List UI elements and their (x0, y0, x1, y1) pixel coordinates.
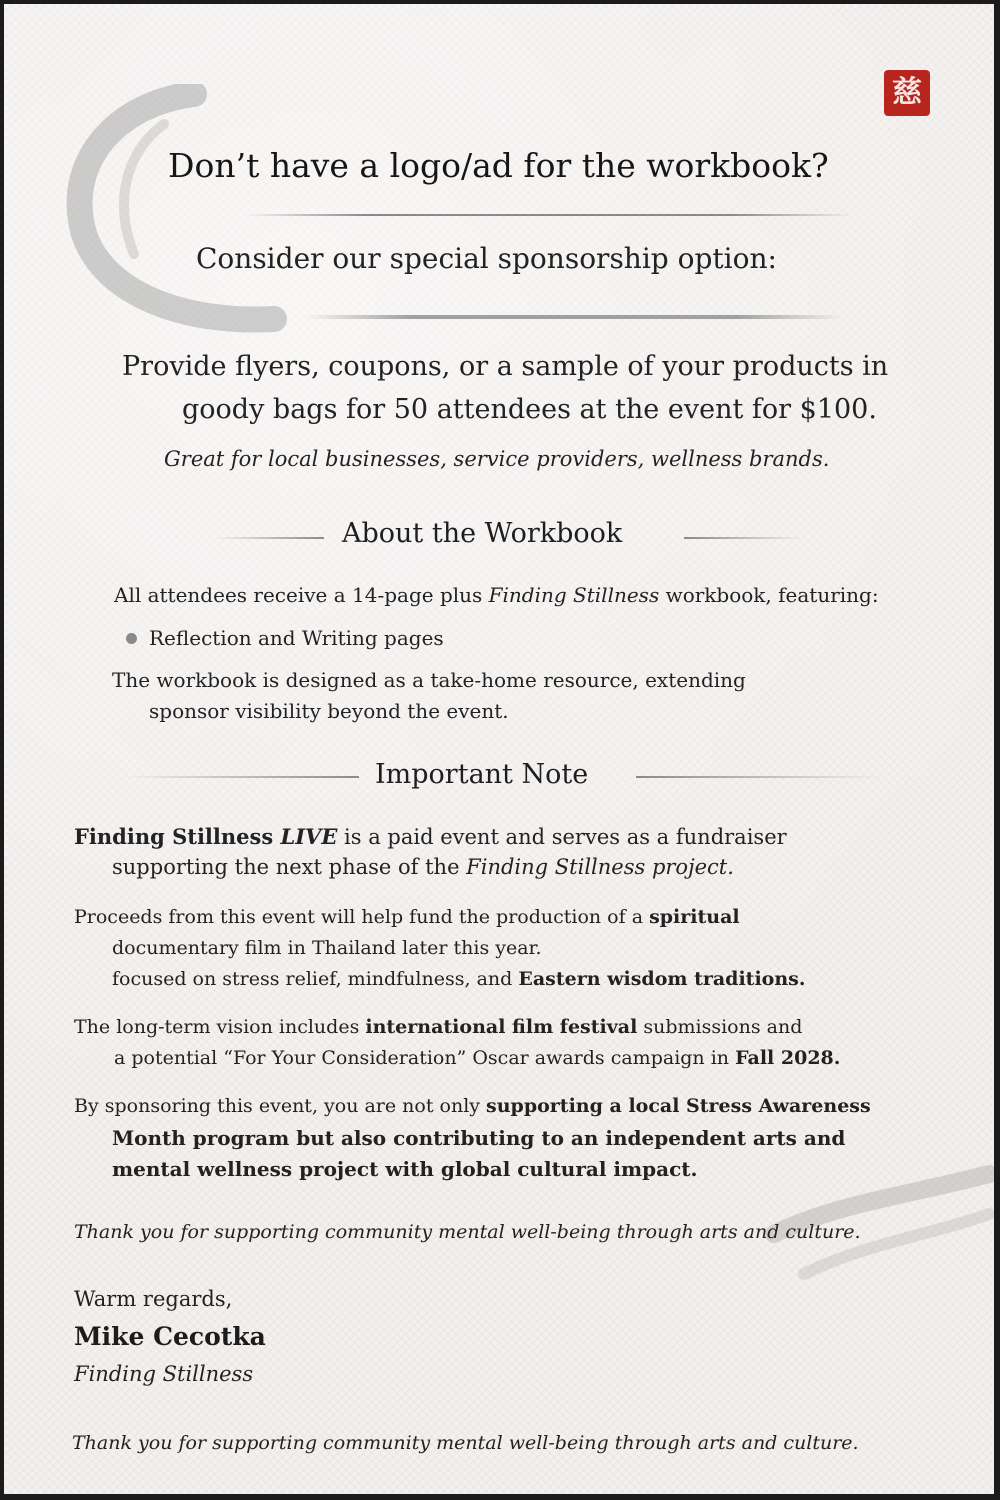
note-p2-line-2: documentary film in Thailand later this year. (112, 937, 542, 959)
note-p4-line-1 (74, 1095, 871, 1117)
workbook-desc-line-1: The workbook is designed as a take-home resource, extending (112, 668, 746, 692)
note-p2-line-1b: spiritual (649, 906, 740, 928)
note-p2-line-1a: Proceeds from this event will help fund the production of a (74, 906, 650, 928)
note-p1-live: LIVE (280, 824, 338, 849)
note-p1-line-2 (112, 855, 734, 879)
note-heading-rule-right (636, 776, 881, 778)
subheadline: Consider our special sponsorship option: (196, 242, 777, 275)
note-p2-line-3a: focused on stress relief, mindfulness, and (112, 968, 519, 990)
offer-line-2: goody bags for 50 attendees at the event for $100. (182, 394, 877, 425)
workbook-intro (114, 583, 879, 607)
signoff-org: Finding Stillness (74, 1362, 254, 1386)
note-p4-line-1a: By sponsoring this event, you are not only (74, 1095, 487, 1117)
headline: Don’t have a logo/ad for the workbook? (168, 146, 829, 185)
workbook-intro-b: workbook, featuring: (659, 583, 879, 607)
workbook-heading-rule-left (214, 537, 324, 539)
note-p3-line-1 (74, 1016, 802, 1038)
thank-you-line-2: Thank you for supporting community mental well-being through arts and culture. (72, 1432, 859, 1454)
note-p4-line-1b: supporting a local Stress Awareness (486, 1095, 871, 1117)
note-p4-line-3: mental wellness project with global cultural impact. (112, 1157, 698, 1181)
note-p1-event-name: Finding Stillness (74, 824, 281, 849)
offer-note: Great for local businesses, service providers, wellness brands. (164, 447, 830, 471)
workbook-heading-rule-right (684, 537, 804, 539)
offer-line-1: Provide flyers, coupons, or a sample of your products in (122, 351, 889, 382)
note-p4-line-2: Month program but also contributing to an independent arts and (112, 1126, 846, 1150)
divider-1 (244, 214, 854, 216)
note-heading: Important Note (375, 759, 589, 790)
note-p3-line-1c: submissions and (637, 1016, 803, 1038)
note-p2-line-3 (112, 968, 805, 990)
workbook-bullet: Reflection and Writing pages (149, 626, 444, 650)
note-p3-line-2a: a potential “For Your Consideration” Oscar awards campaign in (114, 1047, 736, 1069)
signoff-greeting: Warm regards, (74, 1287, 233, 1311)
signoff-name: Mike Cecotka (74, 1322, 266, 1351)
workbook-heading: About the Workbook (342, 518, 623, 549)
note-heading-rule-left (124, 776, 359, 778)
divider-2 (304, 315, 844, 319)
note-p2-line-1 (74, 906, 740, 928)
note-p1-line-2a: supporting the next phase of the (112, 855, 467, 879)
note-p2-line-3b: Eastern wisdom traditions. (518, 968, 806, 990)
red-seal-stamp: 慈 (884, 70, 930, 116)
paper-background (4, 4, 994, 1494)
note-p3-line-1b: international film festival (365, 1016, 638, 1038)
note-p3-line-2 (114, 1047, 840, 1069)
bullet-dot-icon (126, 633, 137, 644)
note-p1-line-1 (74, 824, 787, 849)
note-p1-rest: is a paid event and serves as a fundraiser (337, 825, 787, 849)
thank-you-line-1: Thank you for supporting community mental well-being through arts and culture. (74, 1221, 861, 1243)
note-p1-line-2b: Finding Stillness project. (466, 855, 734, 879)
note-p3-line-1a: The long-term vision includes (74, 1016, 366, 1038)
workbook-desc-line-2: sponsor visibility beyond the event. (149, 699, 509, 723)
workbook-intro-a: All attendees receive a 14-page plus (114, 583, 489, 607)
workbook-intro-title: Finding Stillness (488, 583, 660, 607)
note-p3-line-2b: Fall 2028. (735, 1047, 841, 1069)
